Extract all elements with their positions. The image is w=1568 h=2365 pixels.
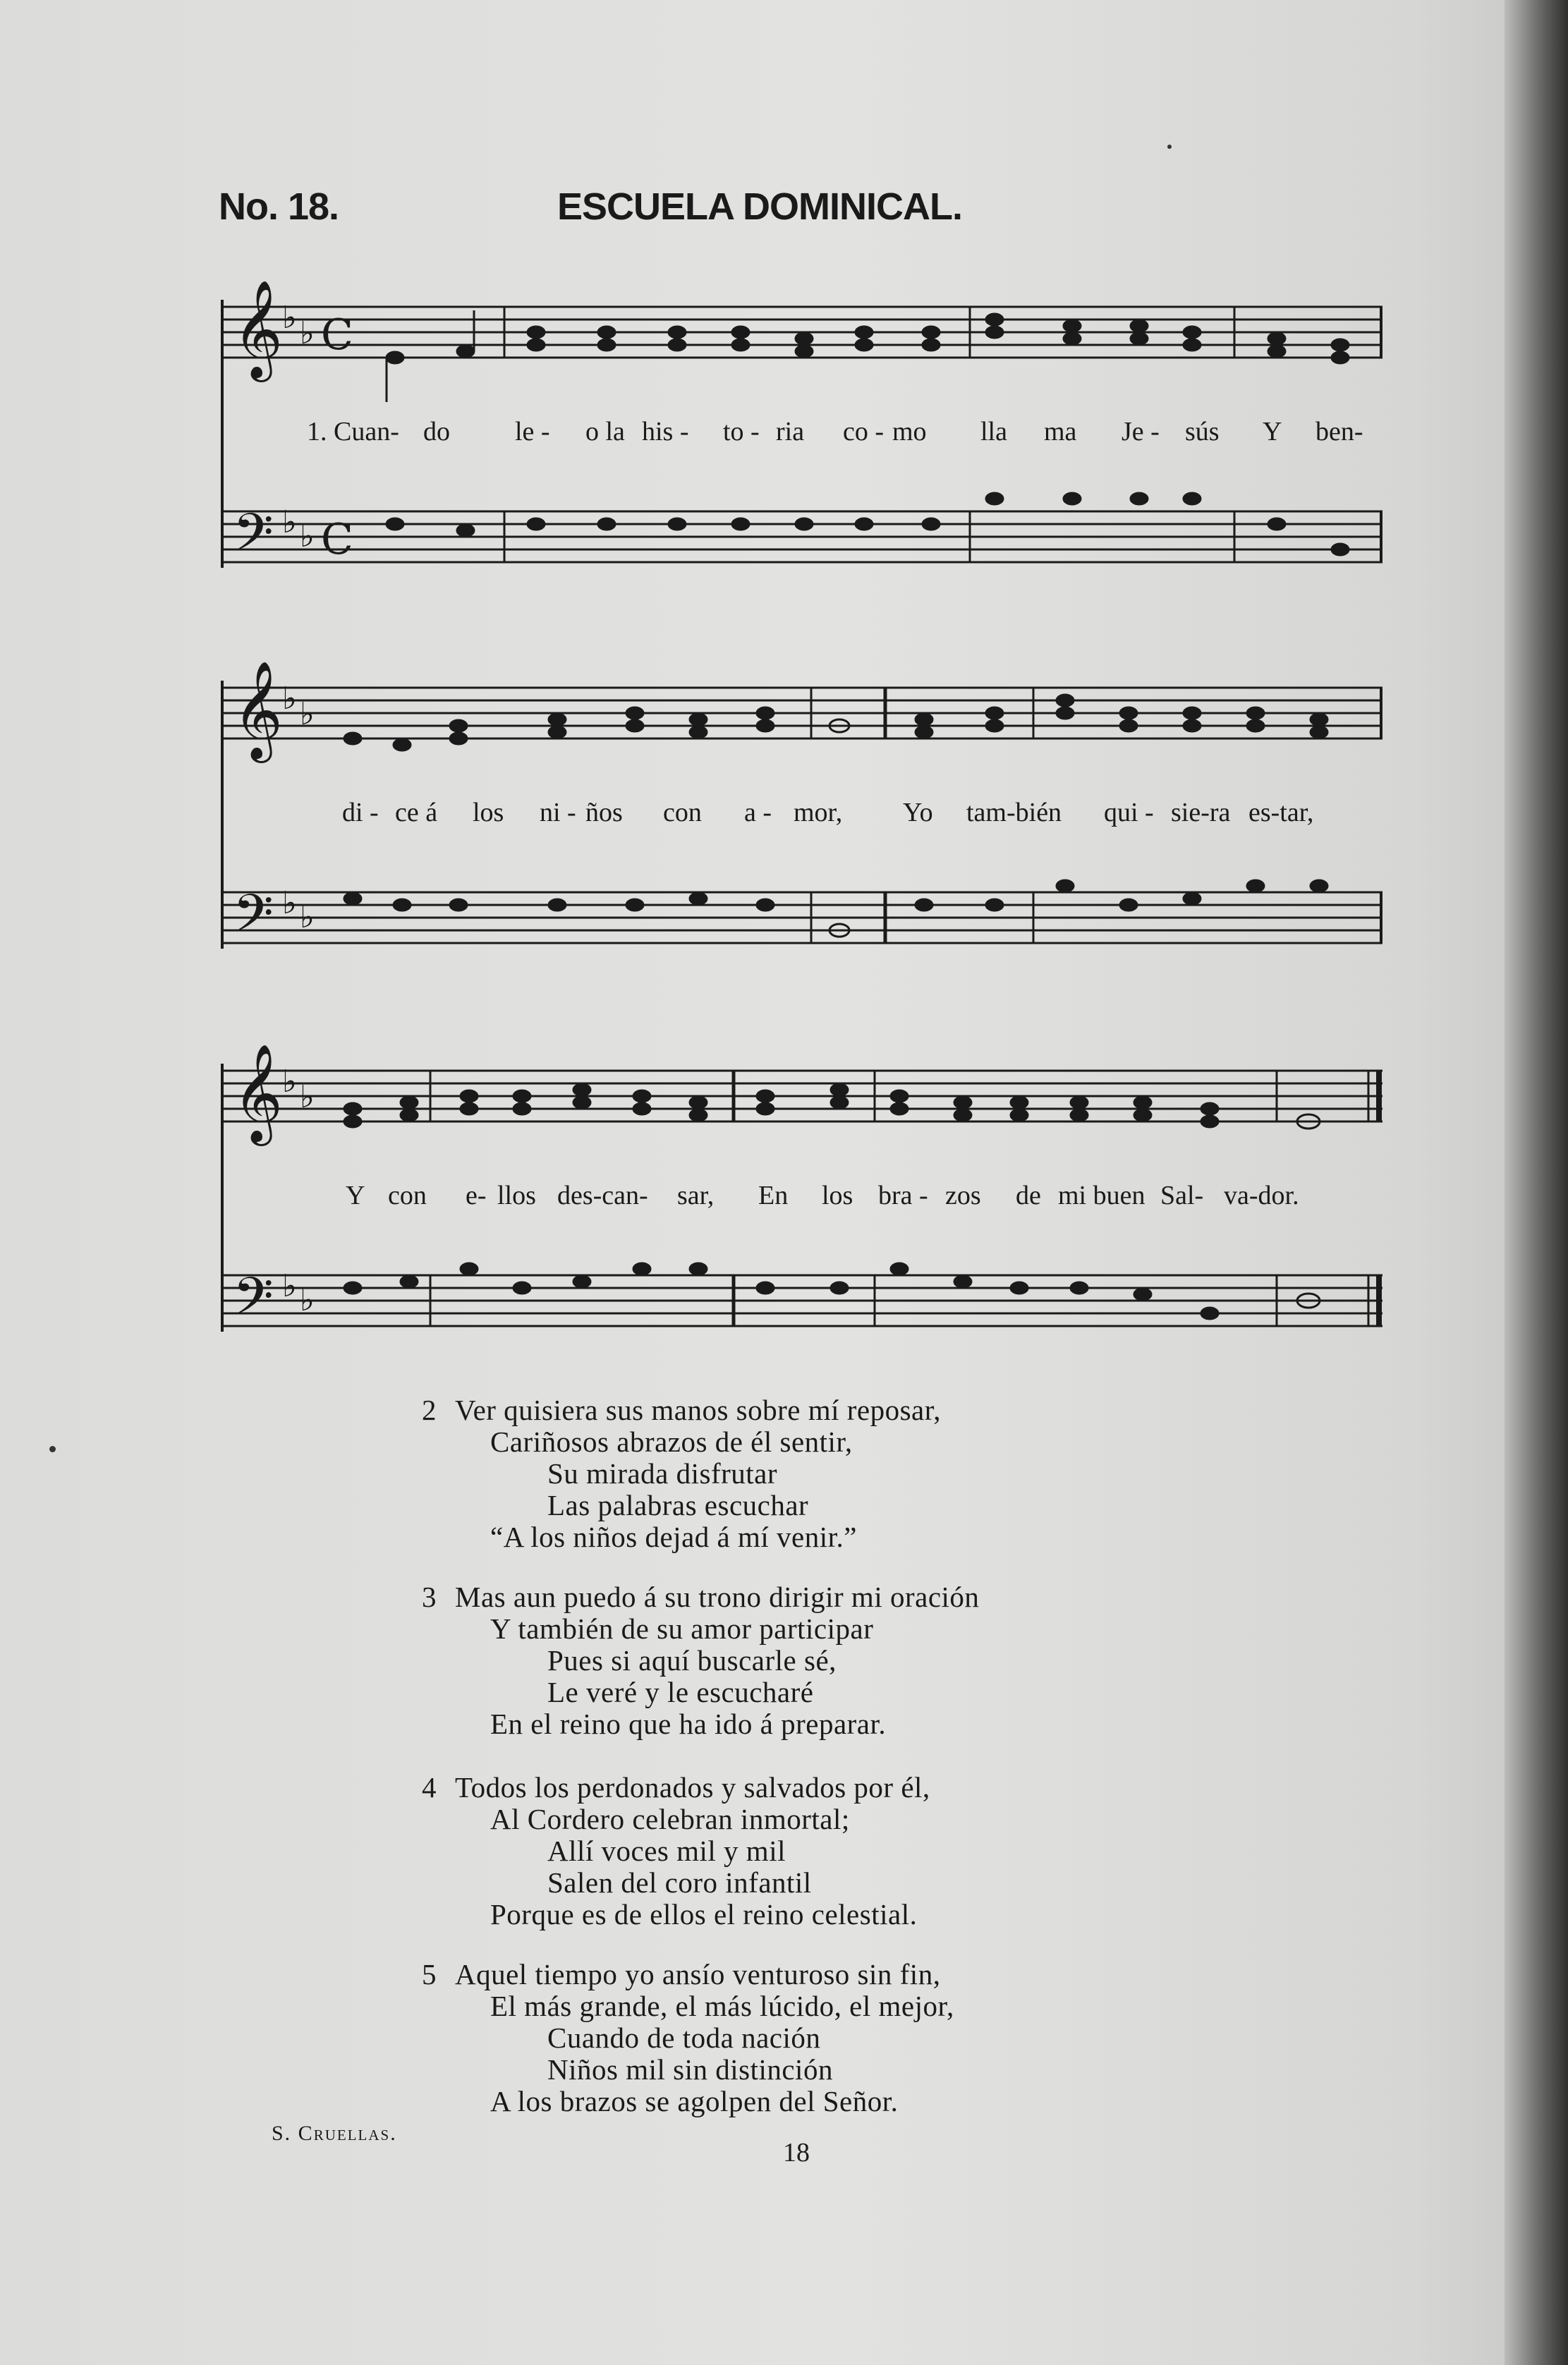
verse-line: Aquel tiempo yo ansío venturoso sin fin, (455, 1958, 941, 1990)
svg-text:♭: ♭ (300, 315, 315, 351)
svg-text:♭: ♭ (282, 1064, 297, 1100)
hymn-title: ESCUELA DOMINICAL. (557, 186, 962, 228)
lyric-syllable: llos (497, 1181, 536, 1210)
svg-text:𝄞: 𝄞 (233, 661, 283, 759)
music-system-2 (0, 659, 1568, 991)
verse-line: Y también de su amor participar (490, 1612, 874, 1645)
svg-text:C: C (321, 515, 353, 564)
verse-number: 4 (422, 1771, 437, 1804)
music-system-3 (0, 1042, 1568, 1374)
verse-line: Cariñosos abrazos de él sentir, (490, 1425, 853, 1458)
lyric-syllable: va-dor. (1224, 1181, 1299, 1210)
lyric-syllable: con (663, 798, 702, 827)
lyric-syllable: a - (744, 798, 772, 827)
lyric-syllable: es-tar, (1248, 798, 1314, 827)
lyric-syllable: Y (1263, 417, 1282, 446)
svg-text:♭: ♭ (282, 681, 297, 717)
verse-line: Su mirada disfrutar (547, 1457, 778, 1490)
lyric-syllable: mi buen (1058, 1181, 1145, 1210)
lyric-syllable: Je - (1122, 417, 1160, 446)
lyric-syllable: sie-ra (1171, 798, 1231, 827)
lyric-syllable: Y (346, 1181, 365, 1210)
svg-text:♭: ♭ (282, 885, 297, 921)
lyric-syllable: ma (1044, 417, 1077, 446)
svg-text:♭: ♭ (300, 899, 315, 935)
lyric-syllable: do (423, 417, 450, 446)
verse-line: Ver quisiera sus manos sobre mí reposar, (455, 1394, 942, 1426)
page-number: 18 (783, 2138, 810, 2168)
music-system-1 (0, 279, 1568, 610)
lyric-syllable: los (822, 1181, 853, 1210)
lyric-syllable: bra - (878, 1181, 928, 1210)
lyric-syllable: En (758, 1181, 789, 1210)
svg-text:♭: ♭ (300, 1282, 315, 1318)
lyric-syllable: co - (843, 417, 885, 446)
composer-credit: S. Cruellas. (272, 2122, 397, 2145)
lyric-syllable: ños (585, 798, 623, 827)
lyric-syllable: Sal- (1160, 1181, 1204, 1210)
svg-text:𝄞: 𝄞 (233, 1044, 283, 1142)
verse-line: Salen del coro infantil (547, 1866, 812, 1899)
svg-text:C: C (321, 310, 353, 360)
lyric-syllable: con (388, 1181, 427, 1210)
print-speck (49, 1446, 56, 1452)
verse-line: Cuando de toda nación (547, 2022, 821, 2054)
lyric-syllable: ni - (540, 798, 576, 827)
verse-line: Porque es de ellos el reino celestial. (490, 1898, 918, 1931)
lyric-row-3 (0, 1180, 1568, 1215)
verse-line: Le veré y le escucharé (547, 1676, 814, 1708)
lyric-syllable: sar, (677, 1181, 715, 1210)
svg-text:♭: ♭ (300, 518, 315, 554)
print-speck (1167, 145, 1172, 149)
page-header (0, 185, 1568, 241)
lyric-syllable: mo (892, 417, 927, 446)
svg-text:♭: ♭ (282, 1268, 297, 1304)
lyric-syllable: le - (515, 417, 550, 446)
lyric-syllable: mor, (794, 798, 843, 827)
lyric-syllable: sús (1185, 417, 1220, 446)
hymn-number: No. 18. (219, 186, 339, 228)
lyric-syllable: ce á (395, 798, 438, 827)
svg-text:♭: ♭ (282, 300, 297, 336)
lyric-syllable: his - (642, 417, 689, 446)
verse-line: Todos los perdonados y salvados por él, (455, 1771, 930, 1804)
lyric-syllable: Yo (903, 798, 933, 827)
lyric-syllable: di - (342, 798, 379, 827)
verse-number: 2 (422, 1394, 437, 1426)
svg-text:𝄞: 𝄞 (233, 280, 283, 378)
svg-text:♭: ♭ (282, 504, 297, 540)
lyric-syllable: tam-bién (966, 798, 1062, 827)
verse-line: “A los niños dejad á mí venir.” (490, 1521, 857, 1553)
lyric-syllable: e- (466, 1181, 487, 1210)
verse-number: 5 (422, 1958, 437, 1990)
verse-line: El más grande, el más lúcido, el mejor, (490, 1990, 954, 2022)
verse-line: Mas aun puedo á su trono dirigir mi oración (455, 1581, 980, 1613)
lyric-syllable: 1. Cuan- (307, 417, 399, 446)
svg-text:𝄢: 𝄢 (233, 883, 274, 957)
lyric-syllable: des-can- (557, 1181, 648, 1210)
verse-line: Pues si aquí buscarle sé, (547, 1644, 837, 1677)
verse-number: 3 (422, 1581, 437, 1613)
lyric-row-2 (0, 797, 1568, 832)
svg-text:𝄢: 𝄢 (233, 502, 274, 576)
lyric-syllable: los (473, 798, 504, 827)
lyric-syllable: ria (776, 417, 805, 446)
svg-text:𝄢: 𝄢 (233, 1266, 274, 1340)
lyric-syllable: to - (723, 417, 760, 446)
lyric-syllable: qui - (1104, 798, 1154, 827)
verse-line: Al Cordero celebran inmortal; (490, 1803, 850, 1835)
lyric-syllable: o la (585, 417, 625, 446)
lyric-syllable: lla (980, 417, 1007, 446)
verse-line: En el reino que ha ido á preparar. (490, 1708, 887, 1740)
lyric-syllable: de (1016, 1181, 1041, 1210)
lyric-row-1 (0, 416, 1568, 451)
svg-text:♭: ♭ (300, 1079, 315, 1115)
verse-line: Allí voces mil y mil (547, 1835, 786, 1867)
verse-line: Las palabras escuchar (547, 1489, 809, 1521)
verse-line: Niños mil sin distinción (547, 2053, 833, 2086)
lyric-syllable: ben- (1315, 417, 1363, 446)
svg-text:♭: ♭ (300, 696, 315, 732)
lyric-syllable: zos (945, 1181, 981, 1210)
verse-line: A los brazos se agolpen del Señor. (490, 2085, 899, 2117)
